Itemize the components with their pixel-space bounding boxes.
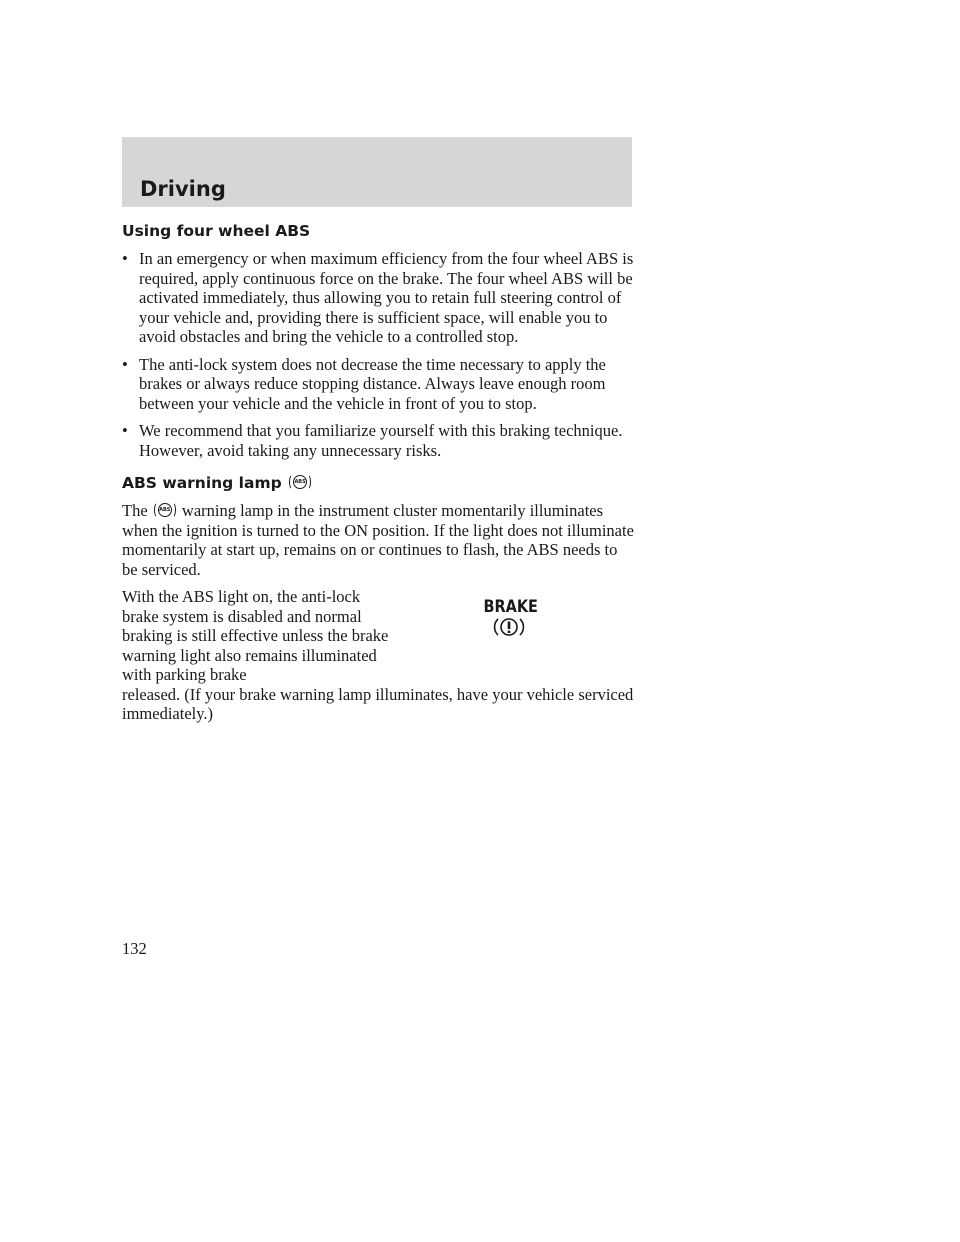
abs-warning-paragraph-lead: The <box>122 501 148 520</box>
abs-warning-paragraph <box>122 501 637 579</box>
abs-lamp-icon <box>289 474 311 490</box>
list-item <box>122 249 637 347</box>
brake-warning-icon <box>479 598 539 638</box>
bullet-text: The anti-lock system does not decrease the time necessary to apply the brakes or always reduce stopping distance. Always leave enough room between your vehicle and the vehicle in front of you to stop. <box>139 354 606 413</box>
list-item <box>122 355 637 414</box>
section-header-band <box>122 137 632 207</box>
abs-warning-paragraph-text: warning lamp in the instrument cluster momentarily illuminates when the ignition is turned to the ON position. If the light does not illuminate momentarily at start up, remains on or continues to flash, the ABS needs to be serviced. <box>122 501 634 579</box>
abs-lamp-icon-label: ABS <box>158 503 172 517</box>
brake-warning-section <box>122 587 637 724</box>
brake-exclamation-icon <box>492 616 526 638</box>
bullet-icon: • <box>122 249 128 268</box>
bullet-icon: • <box>122 354 128 374</box>
page-content <box>122 222 637 732</box>
abs-lamp-icon <box>154 502 176 518</box>
bullet-text: In an emergency or when maximum efficiency from the four wheel ABS is required, apply continuous force on the brake. The four wheel ABS will be activated immediately, thus allowing you to retain full steering control of your vehicle and, providing there is sufficient space, will enable you to avoid obstacles and bring the vehicle to a controlled stop. <box>139 249 634 346</box>
abs-warning-heading <box>122 474 637 493</box>
list-item <box>122 421 637 460</box>
bullet-text: We recommend that you familiarize yourself with this braking technique. However, avoid taking any unnecessary risks. <box>139 421 623 460</box>
section-title: Driving <box>140 177 226 201</box>
abs-bullet-list <box>122 249 637 460</box>
brake-icon-label: BRAKE <box>483 597 538 617</box>
bullet-icon: • <box>122 421 128 440</box>
brake-warning-paragraph-full: released. (If your brake warning lamp illuminates, have your vehicle serviced immediately.) <box>122 684 634 723</box>
brake-warning-paragraph-wrapped: With the ABS light on, the anti-lock brake system is disabled and normal braking is still effective unless the brake warning light also remains illuminated with parking brake <box>122 587 389 684</box>
abs-lamp-icon-label: ABS <box>293 475 307 489</box>
page-number: 132 <box>122 939 147 958</box>
using-abs-heading: Using four wheel ABS <box>122 222 311 240</box>
abs-warning-heading-text: ABS warning lamp <box>122 474 282 492</box>
